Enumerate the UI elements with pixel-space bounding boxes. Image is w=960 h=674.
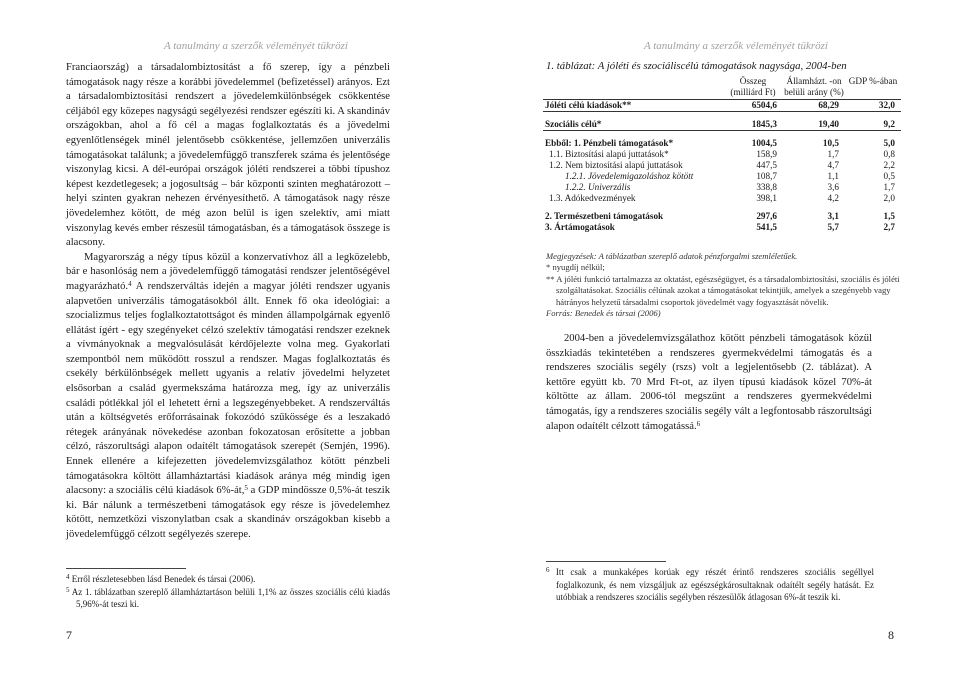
col-header-gdp: GDP %-ában xyxy=(848,76,898,86)
table-row xyxy=(543,182,901,193)
row-value: 1,7 xyxy=(827,149,839,159)
table-row xyxy=(543,119,901,131)
table-body xyxy=(543,97,901,233)
row-value: 4,7 xyxy=(827,160,839,170)
row-value: 2,2 xyxy=(883,160,895,170)
footnote-6: $^6$ Itt csak a munkaképes korúak egy részét érintő rendszeres szociális segéllyel foglalkozunk, és nem vizsgáljuk az egészségkárosultaknak odaítélt segély hatását. Ez utóbbiak a rendszeres szociális segélyben részesülők átlagosan 6%-át teszik ki. xyxy=(546,566,875,602)
row-value: 4,2 xyxy=(827,193,839,203)
row-value: 5,0 xyxy=(883,138,895,148)
row-value: 108,7 xyxy=(756,171,777,181)
footnote-5: $^5$ Az 1. táblázatban szereplő államháztartáson belüli 1,1% az összes szociális célú kiadás 5,96%-át teszi ki. xyxy=(66,585,390,609)
footnote-4: $^4$ Erről részletesebben lásd Benedek és társai (2006). xyxy=(66,573,256,584)
right-footnotes xyxy=(546,566,874,604)
table-row xyxy=(543,171,901,182)
row-label: 1.1. Biztosítási alapú juttatások* xyxy=(549,149,669,159)
right-page xyxy=(480,0,960,674)
table-row xyxy=(543,222,901,233)
table-note-1: * nyugdíj nélkül; xyxy=(546,262,605,273)
row-spacer xyxy=(543,131,901,139)
row-value: 0,8 xyxy=(883,149,895,159)
table-note-intro: Megjegyzések: A táblázatban szereplő adatok pénzforgalmi szemléletűek. xyxy=(546,251,798,261)
table-note-2: ** A jóléti funkció tartalmazza az oktatást, egészségügyet, és a társadalombiztosítási, szociális és jóléti szolgáltatásokat. Szociális célúnak azokat a támogatásokat tekintjük, amelyek a szegényebb vagy hátrányos helyzetű társadalmi csoportok jövedelmét vagy fogyasztását növelik. xyxy=(546,273,900,307)
paragraph-2: Magyarország a négy típus közül a konzervatívhoz áll a legközelebb, bár e hasonlóság nem a jövedelemfüggő támogatási rendszer jelentőségével magyarázható.$^4$ A rendszerváltás idején a magyar jóléti rendszer ugyanis alapvetően univerzális támogatásokból állt. Ennek fő oka ideológiai: a szocializmus teljes foglalkoztatottságot és minden állampolgárnak egyenlő ellátást ígért - egy szegényeket célzó szelektív támogatási rendszer ezeknek a vívmányoknak a megvalósulását kérdőjelezte volna meg. Gyakorlati szempontból nem működött rosszul a rendszer. Magas foglalkoztatás és csekély bérkülönbségek mellett ugyanis a relatív jövedelmi helyzetet elsősorban a család gyermekszáma határozza meg, így az univerzális családi pótlékkal jól el lehetett érni a legszegényebbeket. A rendszerváltás után a költségvetés erőforrásainak fokozódó szűkössége és a leszakadó rétegek arányának növekedése azonban fokozatosan erősítette a jobban célzó, rászorultsági alapon odaítélt támogatások szerepét (Semjén, 1996). Ennek ellenére a kifejezetten jövedelemvizsgálathoz kötött pénzbeli támogatásokra költött államháztartási kiadások aránya még mindig igen alacsony: a szociális célú kiadások 6%-át,$^5$ a GDP mindössze 0,5%-át teszik ki. Bár nálunk a természetbeni támogatások egy része is jövedelemhez kötött, nemzetközi viszonylatban csak a skandináv országokban kisebb a jövedelemfüggő célzott segélyezés szerepe. xyxy=(66,251,390,540)
col-header-share: Államházt. -on belüli arány (%) xyxy=(784,76,844,97)
page-number-right: 8 xyxy=(888,628,894,642)
row-value: 398,1 xyxy=(756,193,777,203)
row-value: 3,6 xyxy=(827,182,839,192)
row-value: 1004,5 xyxy=(751,138,777,148)
row-label: 3. Ártámogatások xyxy=(545,222,615,232)
row-value: 1845,3 xyxy=(723,119,783,131)
right-paragraph: 2004-ben a jövedelemvizsgálathoz kötött pénzbeli támogatások közül összkiadás tekintetében a rendszeres gyermekvédelmi támogatás és a rendszeres szociális segély (rszs) volt a legjelentősebb (2. táblázat). A kettőre együtt kb. 70 Mrd Ft-ot, az ilyen típusú kiadások közel 70%-át költötte az állam. 2006-tól megszűnt a rendszeres gyermekvédelmi támogatás, így a rendszeres szociális segély vált a legfontosabb rászorultsági alapon odaítélt célzott támogatássá.$^6$ xyxy=(546,333,872,432)
col-header-amount: Összeg (milliárd Ft) xyxy=(730,76,776,97)
row-value: 338,8 xyxy=(756,182,777,192)
running-head-right: A tanulmány a szerzők véleményét tükrözi xyxy=(643,40,828,52)
table-row xyxy=(543,211,901,222)
row-value: 541,5 xyxy=(756,222,777,232)
row-label: 1.3. Adókedvezmények xyxy=(549,193,636,203)
paragraph-1: Franciaország) a társadalombiztosítást a fő szerep, így a pénzbeli támogatások nagy része a korábbi jövedelemmel (befizetéssel) arányos. Ezt a társadalombiztosítási rendszert a jövedelemkülönbségek csökkentése céljából egy közepes nagyságú segélyezési rendszer egészíti ki. A skandináv országokban, ahol a fő cél a magas foglalkoztatás és a jövedelmi egyenlőtlenségek minél jelentősebb csökkentése, jellemzően univerzális támogatásokat találunk; a jövedelemfüggő transzferek száma és jelentősége viszonylag kicsi. A dél-európai országok jóléti rendszerei a többi típushoz képest kezdetlegesek; a jogosultság – bár központi szinten meghatározott – helyi szinten gyakran nehezen érvényesíthető. A támogatások nagy része jövedelemhez kötött, de még azon belül is igen szelektív, ami miatt viszonylag kevés ember részesül támogatásban, és a támogatások összege is alacsony. xyxy=(66,62,390,249)
table-notes xyxy=(546,251,902,319)
row-value: 32,0 xyxy=(845,100,901,112)
row-label: 1.2.2. Univerzális xyxy=(565,182,631,192)
row-label: 1.2.1. Jövedelemigazoláshoz kötött xyxy=(565,171,694,181)
table-row xyxy=(543,100,901,112)
table-row xyxy=(543,193,901,204)
row-value: 3,1 xyxy=(827,211,839,221)
footnote-divider xyxy=(66,568,186,569)
row-value: 1,5 xyxy=(883,211,895,221)
row-label: Jóléti célú kiadások** xyxy=(543,100,723,112)
row-label: 2. Természetbeni támogatások xyxy=(545,211,664,221)
table-row xyxy=(543,160,901,171)
row-value: 158,9 xyxy=(756,149,777,159)
table-row xyxy=(543,149,901,160)
footnote-ref-4[interactable]: 4 xyxy=(128,279,132,288)
left-footnotes xyxy=(66,573,390,611)
table-title: 1. táblázat: A jóléti és szociáliscélú támogatások nagysága, 2004-ben xyxy=(546,60,847,72)
row-spacer xyxy=(543,204,901,211)
row-label: Ebből: 1. Pénzbeli támogatások* xyxy=(545,138,674,148)
table-row xyxy=(543,138,901,149)
row-value: 10,5 xyxy=(822,138,839,148)
row-value: 297,6 xyxy=(756,211,777,221)
running-head-left: A tanulmány a szerzők véleményét tükrözi xyxy=(163,40,348,52)
row-value: 2,7 xyxy=(883,222,895,232)
left-body-text xyxy=(66,61,390,543)
statistics-table xyxy=(543,76,901,233)
row-value: 68,29 xyxy=(783,100,845,112)
row-value: 19,40 xyxy=(783,119,845,131)
row-label: 1.2. Nem biztosítási alapú juttatások xyxy=(549,160,683,170)
row-value: 9,2 xyxy=(845,119,901,131)
footnote-ref-5[interactable]: 5 xyxy=(244,484,248,493)
row-value: 5,7 xyxy=(827,222,839,232)
row-value: 0,5 xyxy=(883,171,895,181)
row-value: 447,5 xyxy=(756,160,777,170)
right-body-text xyxy=(546,332,872,434)
row-value: 6504,6 xyxy=(723,100,783,112)
row-value: 2,0 xyxy=(883,193,895,203)
table-source: Forrás: Benedek és társai (2006) xyxy=(546,308,661,319)
row-value: 1,1 xyxy=(827,171,839,181)
table-header-row xyxy=(543,76,901,97)
row-value: 1,7 xyxy=(883,182,895,192)
footnote-divider-right xyxy=(546,561,666,562)
footnote-ref-6[interactable]: 6 xyxy=(696,419,701,428)
page-number-left: 7 xyxy=(66,628,72,642)
row-label: Szociális célú* xyxy=(543,119,723,131)
row-spacer xyxy=(543,112,901,120)
